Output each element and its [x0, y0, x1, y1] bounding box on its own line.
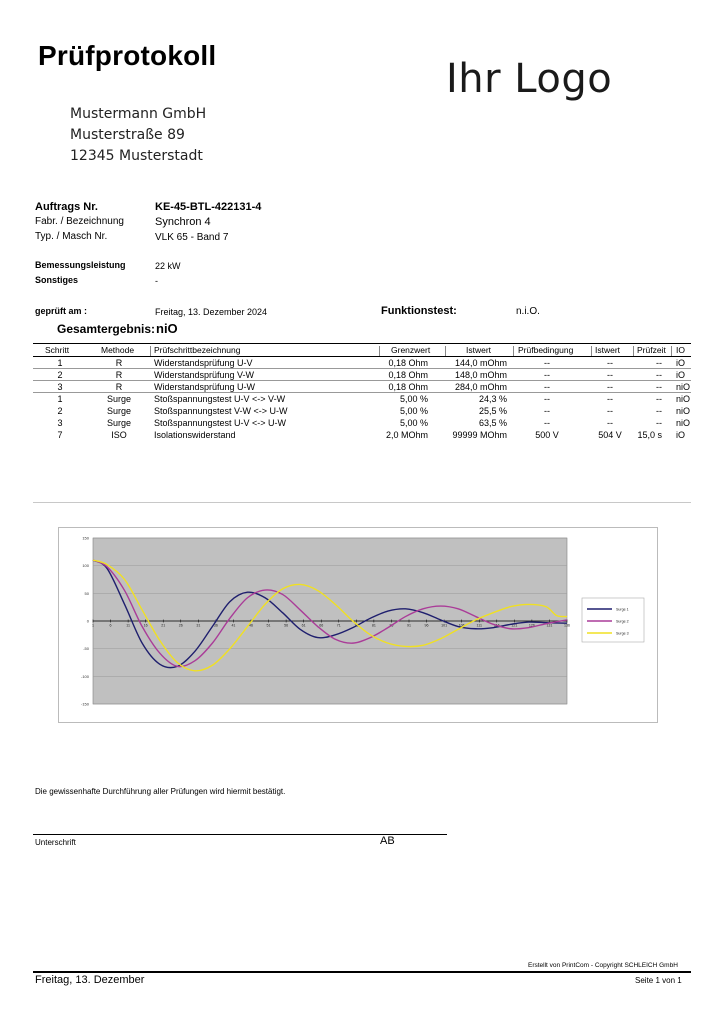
cell-actual-condition: 504 V: [598, 430, 622, 440]
rating-value: 22 kW: [155, 261, 181, 271]
cell-io: niO: [676, 382, 691, 392]
cell-method: Surge: [106, 418, 132, 428]
col-header-condition: Prüfbedingung: [518, 345, 574, 355]
cell-actual-condition: --: [607, 358, 613, 368]
cell-description: Stoßspannungstest V-W <-> U-W: [154, 406, 288, 416]
overall-result-label: Gesamtergebnis:: [57, 322, 156, 336]
cell-condition: --: [544, 382, 550, 392]
y-tick-label: -50: [83, 646, 89, 652]
x-tick-label: 1: [92, 623, 94, 628]
x-tick-label: 76: [354, 623, 359, 628]
signature-initials: AB: [380, 835, 395, 847]
x-tick-label: 136: [564, 623, 570, 628]
type-label: Typ. / Masch Nr.: [35, 231, 108, 242]
x-tick-label: 101: [441, 623, 448, 628]
x-tick-label: 126: [528, 623, 535, 628]
x-tick-label: 106: [458, 623, 465, 628]
cell-actual: 284,0 mOhm: [454, 382, 507, 392]
x-tick-label: 21: [161, 623, 166, 628]
cell-io: niO: [676, 406, 691, 416]
cell-test-time: --: [656, 382, 662, 392]
document-title: Prüfprotokoll: [38, 40, 217, 71]
cell-limit: 5,00 %: [399, 418, 428, 428]
surge-waveform-chart: [58, 527, 658, 723]
cell-actual: 24,3 %: [478, 394, 507, 404]
x-tick-label: 61: [301, 623, 306, 628]
legend-label: Surge 2: [616, 619, 629, 624]
x-tick-label: 66: [319, 623, 324, 628]
table-header-row: [33, 344, 691, 356]
cell-test-time: --: [656, 394, 662, 404]
cell-method: Surge: [106, 406, 132, 416]
cell-condition: --: [544, 358, 550, 368]
cell-method: R: [115, 370, 123, 380]
x-tick-label: 56: [284, 623, 289, 628]
cell-io: iO: [676, 370, 685, 380]
footer-rule: [33, 971, 691, 973]
cell-condition: --: [544, 418, 550, 428]
cell-step: 2: [57, 406, 63, 416]
x-tick-label: 36: [213, 623, 218, 628]
footer-credit: Erstellt von PrintCom - Copyright SCHLEICH GmbH: [528, 962, 678, 969]
y-tick-label: 50: [84, 590, 89, 596]
cell-test-time: 15,0 s: [637, 430, 662, 440]
cell-limit: 0,18 Ohm: [388, 370, 428, 380]
cell-condition: 500 V: [535, 430, 559, 440]
fab-label: Fabr. / Bezeichnung: [35, 216, 124, 227]
x-tick-label: 91: [407, 623, 411, 628]
cell-io: niO: [676, 394, 691, 404]
cell-actual-condition: --: [607, 394, 613, 404]
y-tick-label: 100: [82, 563, 89, 569]
col-header-io: IO: [676, 345, 685, 355]
y-tick-label: 150: [82, 535, 89, 541]
cell-description: Widerstandsprüfung U-W: [154, 382, 256, 392]
x-tick-label: 31: [196, 623, 201, 628]
x-tick-label: 26: [178, 623, 183, 628]
cell-description: Widerstandsprüfung U-V: [154, 358, 253, 368]
x-tick-label: 6: [109, 623, 112, 628]
overall-result-value: niO: [156, 321, 178, 336]
x-tick-label: 131: [546, 623, 553, 628]
table-row: [33, 393, 691, 405]
cell-actual: 99999 MOhm: [452, 430, 507, 440]
cell-limit: 2,0 MOhm: [385, 430, 428, 440]
cell-test-time: --: [656, 406, 662, 416]
address-line-city: 12345 Musterstadt: [70, 148, 203, 164]
order-number-label: Auftrags Nr.: [35, 201, 98, 213]
chart-legend: [582, 598, 644, 642]
confirmation-text: Die gewissenhafte Durchführung aller Prüfungen wird hiermit bestätigt.: [35, 787, 286, 796]
x-tick-label: 96: [424, 623, 429, 628]
address-line-street: Musterstraße 89: [70, 127, 185, 143]
cell-limit: 5,00 %: [399, 406, 428, 416]
misc-label: Sonstiges: [35, 275, 79, 285]
cell-condition: --: [544, 370, 550, 380]
col-header-limit: Grenzwert: [391, 345, 431, 355]
cell-description: Stoßspannungstest U-V <-> V-W: [154, 394, 286, 404]
x-tick-label: 111: [476, 623, 482, 628]
table-row: [33, 417, 691, 429]
cell-test-time: --: [656, 358, 662, 368]
cell-io: iO: [676, 358, 685, 368]
x-tick-label: 41: [231, 623, 236, 628]
x-tick-label: 46: [249, 623, 253, 628]
table-row: [33, 429, 691, 441]
x-tick-label: 16: [143, 623, 148, 628]
cell-description: Widerstandsprüfung V-W: [154, 370, 255, 380]
cell-condition: --: [544, 406, 550, 416]
footer-date: Freitag, 13. Dezember: [35, 974, 145, 986]
chart-canvas: [59, 528, 659, 724]
cell-actual-condition: --: [607, 418, 613, 428]
cell-actual-condition: --: [607, 382, 613, 392]
table-row: [33, 405, 691, 417]
cell-step: 1: [57, 394, 63, 404]
company-logo-placeholder: Ihr Logo: [446, 56, 613, 102]
cell-method: ISO: [111, 430, 127, 440]
cell-test-time: --: [656, 418, 662, 428]
rating-label: Bemessungsleistung: [35, 260, 126, 270]
legend-label: Surge 3: [616, 631, 629, 636]
cell-limit: 0,18 Ohm: [388, 358, 428, 368]
function-test-label: Funktionstest:: [381, 305, 457, 317]
cell-step: 2: [57, 370, 63, 380]
cell-actual-condition: --: [607, 370, 613, 380]
cell-io: niO: [676, 418, 691, 428]
x-tick-label: 121: [511, 623, 518, 628]
cell-actual: 63,5 %: [478, 418, 507, 428]
cell-step: 3: [57, 382, 63, 392]
col-header-method: Methode: [101, 345, 135, 355]
checked-date-value: Freitag, 13. Dezember 2024: [155, 307, 268, 317]
cell-actual: 144,0 mOhm: [454, 358, 507, 368]
col-header-actual: Istwert: [466, 345, 492, 355]
footer-page-number: Seite 1 von 1: [635, 976, 682, 985]
legend-label: Surge 1: [616, 607, 629, 612]
address-line-company: Mustermann GmbH: [70, 106, 207, 122]
cell-actual: 25,5 %: [478, 406, 507, 416]
cell-step: 7: [57, 430, 63, 440]
cell-limit: 0,18 Ohm: [388, 382, 428, 392]
x-tick-label: 86: [389, 623, 394, 628]
col-header-step: Schritt: [45, 345, 70, 355]
col-header-test-time: Prüfzeit: [637, 345, 666, 355]
y-tick-label: -150: [80, 701, 89, 707]
function-test-value: n.i.O.: [516, 306, 540, 317]
cell-method: R: [115, 382, 123, 392]
section-divider: [33, 502, 691, 503]
cell-test-time: --: [656, 370, 662, 380]
type-value: VLK 65 - Band 7: [155, 232, 229, 243]
x-tick-label: 116: [493, 623, 500, 628]
cell-description: Isolationswiderstand: [154, 430, 236, 440]
cell-actual-condition: --: [607, 406, 613, 416]
col-header-actual-condition: Istwert: [595, 345, 621, 355]
cell-actual: 148,0 mOhm: [454, 370, 507, 380]
y-tick-label: -100: [80, 673, 89, 679]
checked-date-label: geprüft am :: [35, 306, 88, 316]
cell-method: Surge: [106, 394, 132, 404]
misc-value: -: [155, 276, 158, 286]
order-number-value: KE-45-BTL-422131-4: [155, 201, 262, 213]
cell-method: R: [115, 358, 123, 368]
y-tick-label: 0: [86, 618, 89, 624]
cell-limit: 5,00 %: [399, 394, 428, 404]
x-tick-label: 81: [371, 623, 376, 628]
cell-io: iO: [676, 430, 685, 440]
col-header-description: Prüfschrittbezeichnung: [154, 345, 241, 355]
x-tick-label: 71: [336, 623, 341, 628]
x-tick-label: 51: [266, 623, 271, 628]
x-tick-label: 11: [126, 623, 130, 628]
cell-description: Stoßspannungstest U-V <-> U-W: [154, 418, 287, 428]
signature-label: Unterschrift: [35, 838, 76, 847]
fab-value: Synchron 4: [155, 216, 211, 228]
cell-step: 3: [57, 418, 63, 428]
cell-step: 1: [57, 358, 63, 368]
cell-condition: --: [544, 394, 550, 404]
